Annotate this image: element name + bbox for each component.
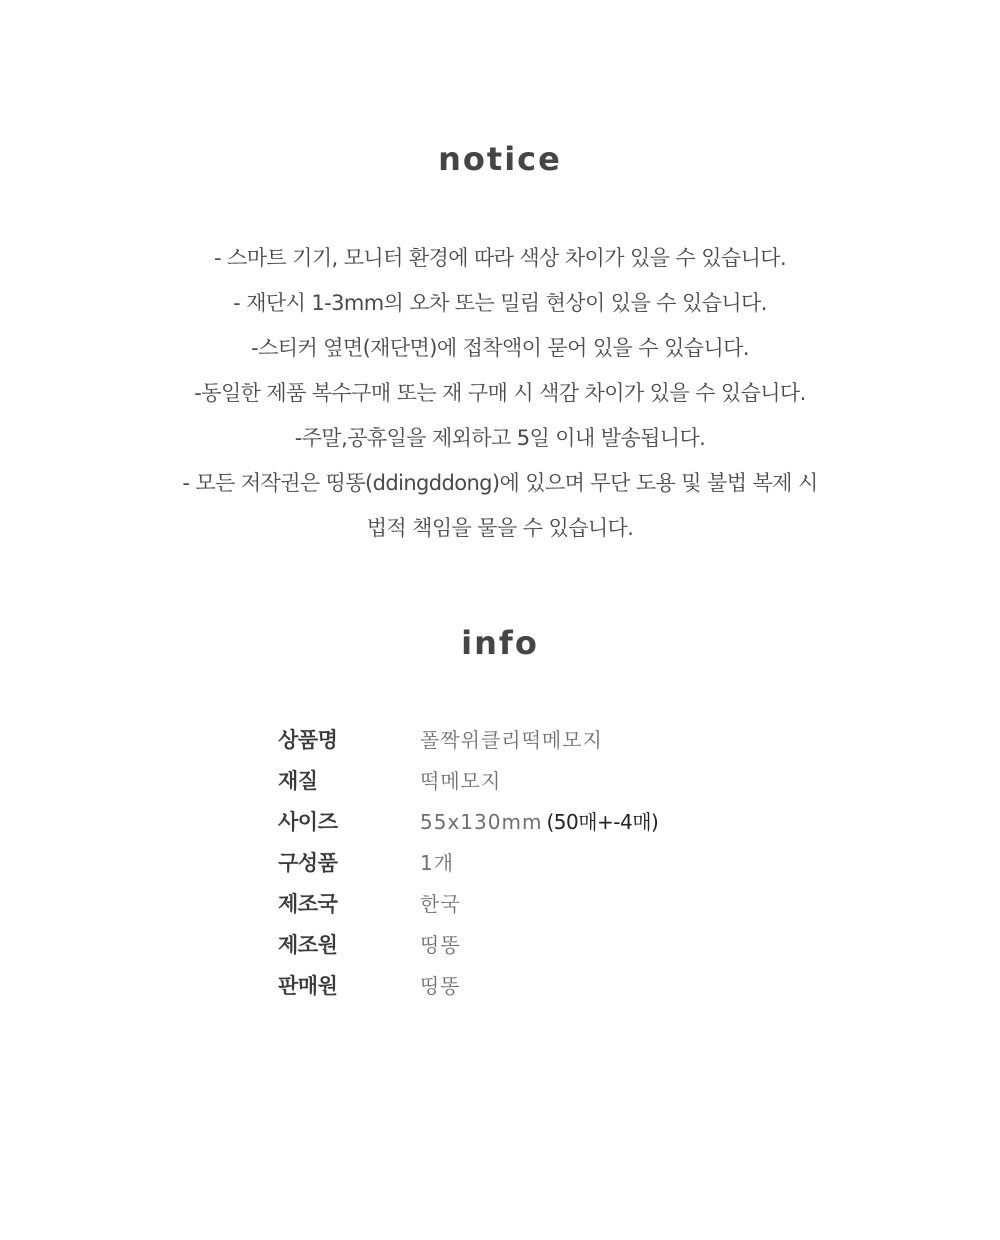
info-label: 제조국 — [278, 891, 338, 916]
info-value: 떡메모지 — [420, 769, 502, 793]
info-row-size — [278, 800, 778, 841]
sheet-count: (50매+-4매) — [546, 810, 659, 834]
info-row-product-name — [278, 718, 778, 759]
info-label: 재질 — [278, 768, 318, 793]
info-value: 1개 — [420, 851, 455, 875]
product-info-table — [278, 718, 778, 1005]
notice-line: 법적 책임을 물을 수 있습니다. — [366, 516, 634, 540]
notice-title: notice — [438, 140, 562, 178]
info-row-seller — [278, 964, 778, 1005]
notice-list — [0, 236, 1000, 551]
notice-line: -동일한 제품 복수구매 또는 재 구매 시 색감 차이가 있을 수 있습니다. — [194, 381, 806, 405]
info-title: info — [461, 624, 539, 662]
notice-line: - 모든 저작권은 띵똥(ddingddong)에 있으며 무단 도용 및 불법 복제 시 — [182, 471, 818, 495]
notice-line: - 재단시 1-3mm의 오차 또는 밀림 현상이 있을 수 있습니다. — [233, 291, 767, 315]
info-value-size — [420, 806, 658, 835]
info-value: 한국 — [420, 892, 461, 916]
info-value: 폴짝위클리떡메모지 — [420, 728, 603, 752]
info-row-country — [278, 882, 778, 923]
notice-line: -주말,공휴일을 제외하고 5일 이내 발송됩니다. — [294, 426, 706, 450]
notice-line: -스티커 옆면(재단면)에 접착액이 묻어 있을 수 있습니다. — [251, 336, 749, 360]
info-label: 제조원 — [278, 932, 338, 957]
info-value: 띵똥 — [420, 974, 461, 998]
info-label: 상품명 — [278, 727, 338, 752]
info-row-components — [278, 841, 778, 882]
info-row-material — [278, 759, 778, 800]
info-label: 사이즈 — [278, 809, 338, 834]
info-label: 구성품 — [278, 850, 338, 875]
info-value: 띵똥 — [420, 933, 461, 957]
info-label: 판매원 — [278, 973, 338, 998]
notice-line: - 스마트 기기, 모니터 환경에 따라 색상 차이가 있을 수 있습니다. — [213, 246, 787, 270]
size-value: 55x130mm — [420, 810, 543, 834]
info-row-manufacturer — [278, 923, 778, 964]
